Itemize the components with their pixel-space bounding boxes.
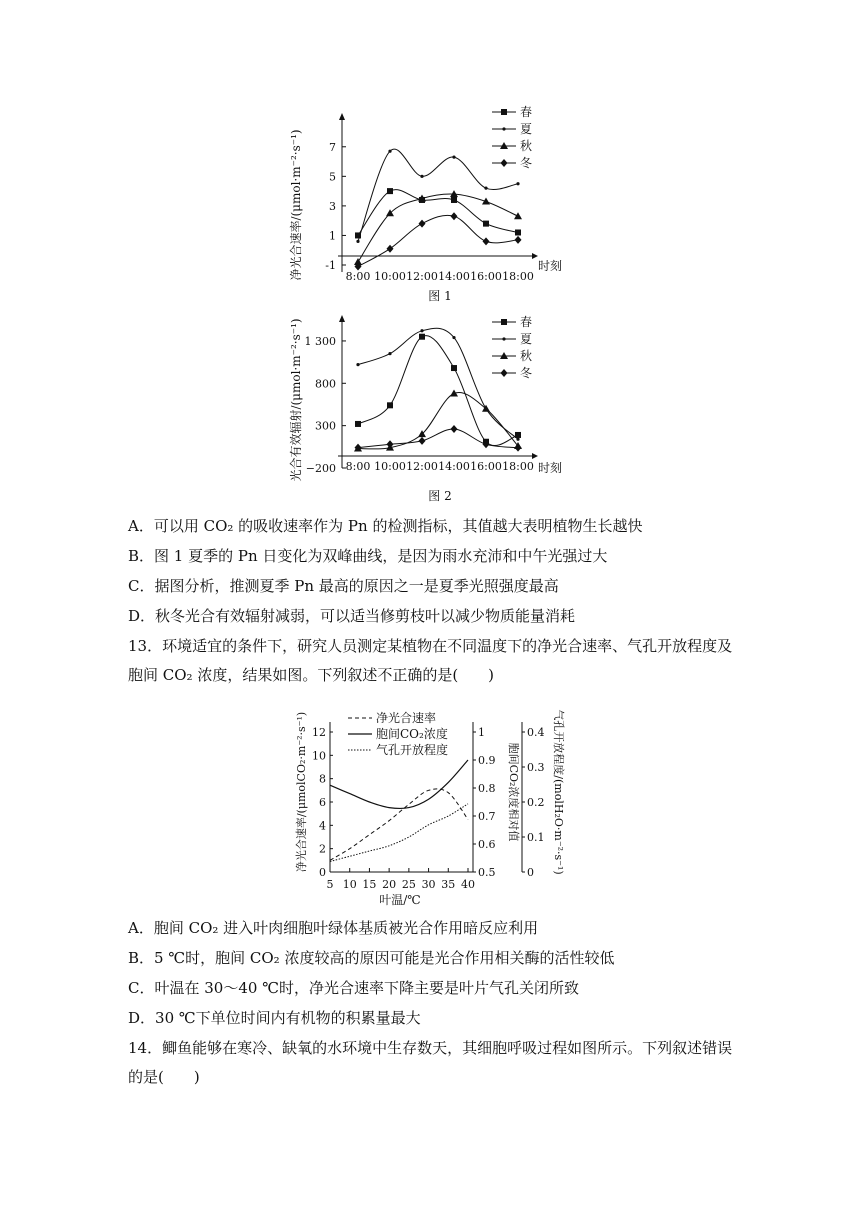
q13-stem-line2: 胞间 CO₂ 浓度，结果如图。下列叙述不正确的是( )	[128, 666, 495, 684]
q13-option-c: C．叶温在 30～40 ℃时，净光合速率下降主要是叶片气孔关闭所致	[128, 979, 579, 997]
fig3-legend	[348, 710, 448, 757]
data-point	[515, 229, 521, 235]
fig2-legend	[492, 315, 532, 380]
right-y-tick-label: 0.2	[527, 796, 545, 809]
y-tick-label: 300	[315, 419, 336, 433]
q12-option-a: A．可以用 CO₂ 的吸收速率作为 Pn 的检测指标，其值越大表明植物生长越快	[128, 517, 643, 535]
fig2-series	[354, 328, 522, 451]
right-y-tick-label: 0	[527, 866, 534, 879]
fig3-xlabel: 叶温/℃	[379, 893, 421, 907]
x-tick-label: 25	[401, 878, 416, 891]
data-point	[483, 221, 489, 227]
legend-marker	[501, 109, 507, 115]
data-point	[484, 187, 487, 190]
data-point	[452, 156, 455, 159]
x-tick-label: 15	[362, 878, 377, 891]
fig3-ylabel-mid: 胞间CO₂浓度相对值	[507, 742, 520, 842]
data-point	[387, 402, 393, 408]
data-point	[515, 444, 522, 452]
legend-marker	[501, 159, 508, 167]
y-tick-label: 3	[329, 199, 336, 213]
x-tick-label: 14:00	[438, 460, 470, 473]
data-point	[419, 334, 425, 340]
x-tick-label: 8:00	[345, 270, 371, 283]
figure-2-par-chart	[280, 308, 590, 508]
data-point	[516, 438, 519, 441]
fig1-xlabel: 时刻	[538, 259, 563, 273]
left-y-tick-label: 6	[319, 796, 326, 809]
data-point	[451, 425, 458, 433]
data-point	[451, 365, 457, 371]
x-tick-label: 18:00	[502, 460, 534, 473]
x-tick-label: 14:00	[438, 270, 470, 283]
middle-y-tick-label: 0.8	[478, 782, 496, 795]
series-line-0	[358, 190, 518, 236]
data-point	[515, 236, 522, 244]
data-point	[516, 182, 519, 185]
legend-marker	[501, 369, 508, 377]
y-tick-label: −200	[305, 462, 336, 475]
legend-label: 夏	[520, 122, 533, 136]
y-tick-label: 1 300	[304, 334, 336, 348]
fig1-caption: 图 1	[428, 289, 452, 303]
data-point	[419, 220, 426, 228]
q13-stem-line1: 13．环境适宜的条件下，研究人员测定某植物在不同温度下的净光合速率、气孔开放程度及	[128, 637, 733, 655]
q13-option-b: B．5 ℃时，胞间 CO₂ 浓度较高的原因可能是光合作用相关酶的活性较低	[128, 949, 615, 967]
left-y-tick-label: 12	[312, 726, 326, 739]
fig2-caption: 图 2	[428, 489, 452, 503]
data-point	[387, 245, 394, 253]
legend-label: 净光合速率	[376, 711, 437, 725]
series-line-2	[358, 194, 518, 262]
fig1-axes	[338, 113, 538, 272]
middle-y-tick-label: 0.9	[478, 754, 496, 767]
fig2-ylabel: 光合有效辐射/(μmol·m⁻²·s⁻¹)	[289, 318, 303, 482]
data-point	[514, 212, 522, 219]
series-line-0	[358, 336, 518, 446]
x-tick-label: 10	[342, 878, 357, 891]
left-y-tick-label: 2	[319, 842, 326, 856]
fig1-ylabel: 净光合速率/(μmol·m⁻²·s⁻¹)	[289, 129, 303, 281]
q14-stem-line2: 的是( )	[128, 1068, 200, 1086]
y-tick-label: 800	[315, 377, 336, 391]
legend-marker	[502, 337, 505, 340]
q12-option-c: C．据图分析，推测夏季 Pn 最高的原因之一是夏季光照强度最高	[128, 577, 559, 595]
middle-y-tick-label: 0.6	[478, 838, 496, 851]
data-point	[420, 175, 423, 178]
left-y-tick-label: 4	[319, 819, 326, 833]
data-point	[451, 212, 458, 220]
legend-label: 冬	[520, 156, 533, 170]
legend-label: 春	[520, 315, 533, 329]
data-point	[388, 150, 391, 153]
x-tick-label: 12:00	[406, 270, 438, 283]
legend-label: 秋	[520, 139, 533, 153]
x-tick-label: 16:00	[470, 460, 502, 473]
legend-label: 胞间CO₂浓度	[376, 727, 448, 741]
x-tick-label: 12:00	[406, 460, 438, 473]
middle-y-tick-label: 0.5	[478, 866, 496, 879]
data-point	[388, 352, 391, 355]
figure-1-net-photosynthesis-chart	[280, 100, 590, 305]
x-tick-label: 8:00	[345, 460, 371, 473]
x-tick-label: 40	[461, 878, 475, 891]
x-tick-label: 35	[441, 878, 456, 891]
left-y-tick-label: 0	[319, 866, 326, 879]
series-line-3	[358, 429, 518, 448]
x-tick-label: 20	[382, 878, 397, 891]
q12-option-b: B．图 1 夏季的 Pn 日变化为双峰曲线，是因为雨水充沛和中午光强过大	[128, 547, 608, 565]
y-tick-label: 1	[329, 229, 336, 243]
y-tick-label: 7	[329, 140, 336, 154]
data-point	[387, 188, 393, 194]
figure-3-temperature-chart	[290, 692, 580, 907]
data-point	[483, 237, 490, 245]
series-line-1	[330, 760, 468, 808]
legend-label: 冬	[520, 366, 533, 380]
middle-y-tick-label: 1	[478, 726, 485, 739]
q12-option-d: D．秋冬光合有效辐射减弱，可以适当修剪枝叶以减少物质能量消耗	[128, 607, 576, 625]
legend-marker	[501, 319, 507, 325]
series-line-1	[358, 328, 518, 439]
x-tick-label: 30	[421, 878, 436, 891]
x-tick-label: 18:00	[502, 270, 534, 283]
data-point	[420, 329, 423, 332]
y-tick-label: 5	[329, 170, 336, 184]
series-line-2	[358, 393, 518, 449]
data-point	[355, 421, 361, 427]
middle-y-tick-label: 0.7	[478, 810, 496, 823]
q14-stem-line1: 14．鲫鱼能够在寒冷、缺氧的水环境中生存数天，其细胞呼吸过程如图所示。下列叙述错误	[128, 1039, 733, 1057]
legend-label: 气孔开放程度	[376, 743, 449, 757]
x-tick-label: 5	[326, 878, 334, 891]
x-tick-label: 10:00	[374, 460, 406, 473]
left-y-tick-label: 10	[312, 749, 326, 763]
data-point	[356, 240, 359, 243]
right-y-tick-label: 0.3	[527, 761, 545, 774]
legend-label: 春	[520, 105, 533, 119]
fig3-ylabel-right: 气孔开放程度/(molH₂O·m⁻²·s⁻¹)	[552, 709, 565, 875]
fig3-ylabel-left: 净光合速率/(μmolCO₂·m⁻²·s⁻¹)	[295, 711, 308, 873]
x-tick-label: 10:00	[374, 270, 406, 283]
left-y-tick-label: 8	[319, 772, 326, 786]
fig2-axes	[338, 315, 538, 468]
fig1-series	[354, 149, 522, 270]
legend-label: 秋	[520, 349, 533, 363]
legend-marker	[502, 127, 505, 130]
legend-label: 夏	[520, 332, 533, 346]
fig2-xlabel: 时刻	[538, 461, 563, 475]
q13-option-d: D．30 ℃下单位时间内有机物的积累量最大	[128, 1009, 421, 1027]
fig1-legend	[492, 105, 532, 170]
series-line-0	[330, 789, 468, 860]
data-point	[356, 363, 359, 366]
y-tick-label: -1	[325, 259, 336, 272]
data-point	[452, 336, 455, 339]
right-y-tick-label: 0.1	[527, 831, 545, 844]
data-point	[419, 437, 426, 445]
data-point	[451, 197, 457, 203]
fig3-series	[330, 760, 468, 862]
right-y-tick-label: 0.4	[527, 726, 545, 739]
q13-option-a: A．胞间 CO₂ 进入叶肉细胞叶绿体基质被光合作用暗反应利用	[128, 919, 539, 937]
x-tick-label: 16:00	[470, 270, 502, 283]
